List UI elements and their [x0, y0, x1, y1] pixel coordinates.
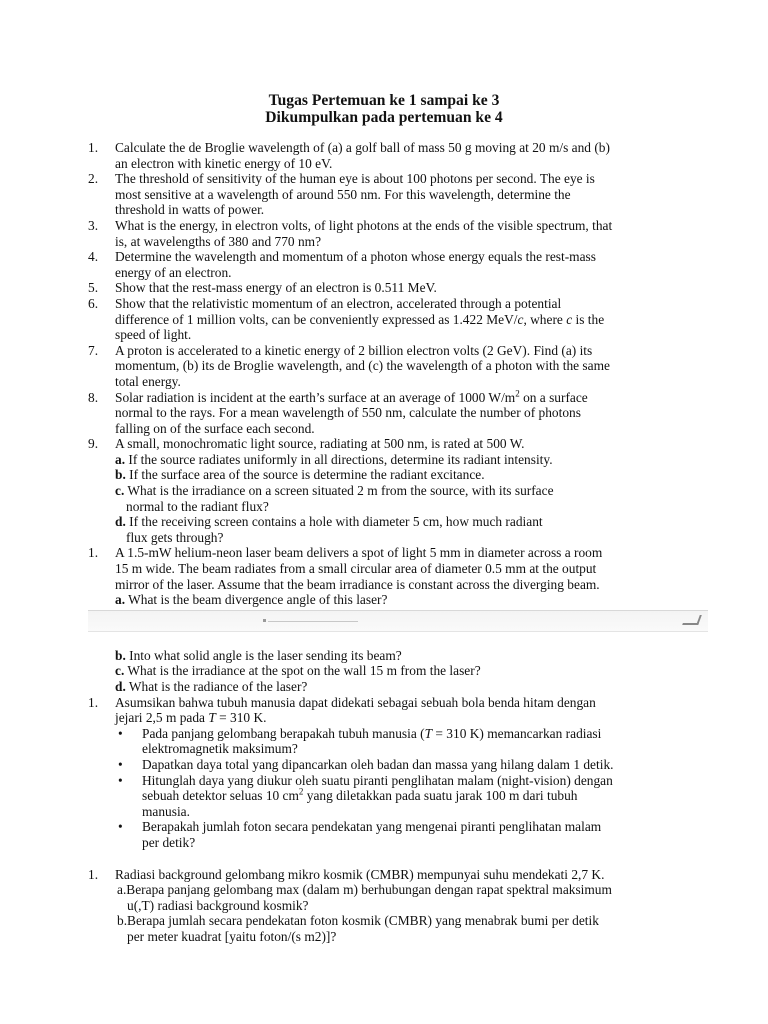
superscript: 2	[298, 786, 304, 797]
problem-cmbr	[88, 867, 678, 945]
bullet-text-line: manusia.	[142, 803, 190, 819]
problem-number: 5.	[88, 280, 99, 296]
problem-number: 9.	[88, 436, 99, 452]
bullet-item	[115, 773, 678, 820]
problem-number: 7.	[88, 342, 99, 358]
problem-7	[88, 343, 678, 390]
sub-question-b	[115, 648, 678, 664]
sub-question-b	[115, 467, 678, 483]
problem-number: 2.	[88, 171, 99, 187]
sub-question-a	[115, 592, 678, 608]
problem-text-line: Radiasi background gelombang mikro kosmik (CMBR) mempunyai suhu mendekati 2,7 K.	[115, 866, 605, 882]
problem-text-line	[115, 710, 678, 726]
sub-question-continuation: per meter kuadrat [yaitu foton/(s m2)]?	[127, 928, 337, 944]
text-run: What is the irradiance on a screen situated 2 m from the source, with its surface	[124, 483, 554, 499]
bullet-icon: •	[118, 819, 123, 835]
problem-1	[88, 140, 678, 171]
sub-label: b.	[115, 647, 126, 663]
sub-question-c	[115, 663, 678, 679]
bullet-item	[115, 819, 678, 850]
text-run: What is the radiance of the laser?	[125, 679, 308, 694]
sub-label: d.	[115, 514, 126, 530]
bullet-text-line	[142, 726, 678, 742]
text-run: Solar radiation is incident at the earth’s surface at an average of 1000 W/m	[115, 389, 516, 405]
sub-question-b: b.Berapa jumlah secara pendekatan foton kosmik (CMBR) yang menabrak bumi per detik	[117, 913, 599, 929]
sub-label: d.	[115, 679, 126, 694]
sub-label: b.	[115, 467, 126, 483]
problem-number: 1.	[88, 140, 99, 155]
sub-question-continuation: normal to the radiant flux?	[126, 498, 269, 514]
text-run: Into what solid angle is the laser sending its beam?	[125, 647, 402, 663]
problem-9	[88, 436, 678, 545]
bullet-item	[115, 757, 678, 773]
problem-text-line: A 1.5-mW helium-neon laser beam delivers a spot of light 5 mm in diameter across a room	[115, 545, 603, 561]
problem-text-line: A proton is accelerated to a kinetic energy of 2 billion electron volts (2 GeV). Find (a) its	[115, 342, 593, 358]
text-run: If the receiving screen contains a hole with diameter 5 cm, how much radiant	[125, 514, 543, 530]
problem-text-line: speed of light.	[115, 327, 192, 343]
problem-text-line: is, at wavelengths of 380 and 770 nm?	[115, 233, 322, 249]
artifact-mark	[263, 619, 266, 622]
sub-label: c.	[115, 483, 125, 499]
bullet-item	[115, 726, 678, 757]
bullet-text-line: Hitunglah daya yang diukur oleh suatu piranti penglihatan malam (night-vision) dengan	[142, 772, 613, 788]
page-subtitle: Dikumpulkan pada pertemuan ke 4	[265, 109, 503, 126]
problem-4	[88, 249, 678, 280]
sub-label: c.	[115, 663, 125, 679]
problem-text-line: A small, monochromatic light source, radiating at 500 nm, is rated at 500 W.	[115, 436, 525, 452]
text-run: difference of 1 million volts, can be conveniently expressed as 1.422 MeV/	[115, 311, 518, 327]
problem-text-line: Calculate the de Broglie wavelength of (a) a golf ball of mass 50 g moving at 20 m/s and (b)	[115, 140, 610, 155]
problem-text-line: an electron with kinetic energy of 10 eV.	[115, 155, 333, 171]
scan-artifact-strip	[88, 610, 708, 632]
text-run: on a surface	[519, 389, 588, 405]
artifact-line	[268, 621, 358, 622]
italic-symbol: T	[208, 710, 216, 726]
bullet-text-line: Dapatkan daya total yang dipancarkan oleh badan dan massa yang hilang dalam 1 detik.	[142, 756, 614, 772]
bullet-text-line: per detik?	[142, 834, 196, 850]
text-run: jejari 2,5 m pada	[115, 710, 209, 726]
problem-blackbody	[88, 695, 678, 851]
artifact-mark	[682, 615, 702, 625]
problem-text-line: mirror of the laser. Assume that the beam irradiance is constant across the diverging beam.	[115, 576, 600, 592]
sub-question-a	[115, 452, 678, 468]
text-run: What is the beam divergence angle of this laser?	[125, 592, 388, 608]
text-run: Pada panjang gelombang berapakah tubuh manusia (	[142, 725, 425, 741]
italic-symbol: c	[517, 311, 524, 327]
problem-text-line: 15 m wide. The beam radiates from a small circular area of diameter 0.5 mm at the output	[115, 561, 597, 577]
problem-8	[88, 390, 678, 437]
problem-2	[88, 171, 678, 218]
sub-question-d	[115, 514, 678, 530]
problem-5	[88, 280, 678, 296]
text-run: sebuah detektor seluas 10 cm	[142, 788, 299, 804]
problem-text-line	[115, 390, 678, 406]
problem-3	[88, 218, 678, 249]
sub-question-c	[115, 483, 678, 499]
problem-text-line: Determine the wavelength and momentum of a photon whose energy equals the rest-mass	[115, 249, 596, 265]
problem-number: 1.	[88, 694, 99, 710]
text-run: , where	[523, 311, 567, 327]
bullet-icon: •	[118, 772, 123, 788]
problem-text-line: Asumsikan bahwa tubuh manusia dapat didekati sebagai sebuah bola benda hitam dengan	[115, 694, 596, 710]
text-run: is the	[572, 311, 605, 327]
problem-number: 4.	[88, 249, 99, 265]
text-run: What is the irradiance at the spot on the wall 15 m from the laser?	[124, 663, 481, 679]
bullet-text-line	[142, 788, 678, 804]
sub-question-continuation: flux gets through?	[126, 529, 224, 545]
text-run: = 310 K.	[215, 710, 267, 726]
problem-6	[88, 296, 678, 343]
problem-number: 6.	[88, 295, 99, 311]
sub-label: a.	[115, 451, 126, 467]
problem-text-line: energy of an electron.	[115, 264, 232, 280]
header	[0, 92, 768, 126]
problem-laser	[88, 545, 678, 694]
sub-question-d	[115, 679, 678, 695]
problem-number: 1.	[88, 866, 99, 882]
superscript: 2	[515, 388, 520, 399]
bullet-icon: •	[118, 725, 123, 741]
problem-text-line: threshold in watts of power.	[115, 202, 265, 218]
italic-symbol: T	[424, 725, 433, 741]
problem-text-line: total energy.	[115, 373, 181, 389]
problem-text-line: Show that the relativistic momentum of an electron, accelerated through a potential	[115, 295, 562, 311]
italic-symbol: c	[566, 311, 573, 327]
text-run: yang diletakkan pada suatu jarak 100 m dari tubuh	[303, 788, 578, 804]
text-run: If the surface area of the source is determine the radiant excitance.	[125, 467, 485, 483]
problem-number: 1.	[88, 545, 99, 561]
text-run: = 310 K) memancarkan radiasi	[432, 725, 602, 741]
bullet-text-line: Berapakah jumlah foton secara pendekatan yang mengenai piranti penglihatan malam	[142, 819, 602, 835]
problem-text-line: The threshold of sensitivity of the human eye is about 100 photons per second. The eye is	[115, 171, 595, 187]
sub-question-a: a.Berapa panjang gelombang max (dalam m) berhubungan dengan rapat spektral maksimum	[117, 882, 612, 898]
problem-text-line: What is the energy, in electron volts, of light photons at the ends of the visible spectrum, that	[115, 217, 613, 233]
problem-text-line: normal to the rays. For a mean wavelength of 550 nm, calculate the number of photons	[115, 405, 581, 421]
problem-text-line: Show that the rest-mass energy of an electron is 0.511 MeV.	[115, 280, 437, 296]
text-run: If the source radiates uniformly in all directions, determine its radiant intensity.	[125, 451, 553, 467]
problem-text-line	[115, 312, 678, 328]
problem-text-line: momentum, (b) its de Broglie wavelength, and (c) the wavelength of a photon with the same	[115, 358, 610, 374]
problem-text-line: falling on of the surface each second.	[115, 420, 315, 436]
problem-text-line: most sensitive at a wavelength of around 550 nm. For this wavelength, determine the	[115, 186, 571, 202]
problem-number: 3.	[88, 217, 99, 233]
sub-label: a.	[115, 592, 126, 608]
page-title: Tugas Pertemuan ke 1 sampai ke 3	[268, 92, 500, 109]
sub-question-continuation: u(,T) radiasi background kosmik?	[127, 897, 309, 913]
bullet-icon: •	[118, 756, 123, 772]
problem-list	[88, 140, 678, 945]
bullet-text-line: elektromagnetik maksimum?	[142, 741, 298, 757]
problem-number: 8.	[88, 389, 99, 405]
